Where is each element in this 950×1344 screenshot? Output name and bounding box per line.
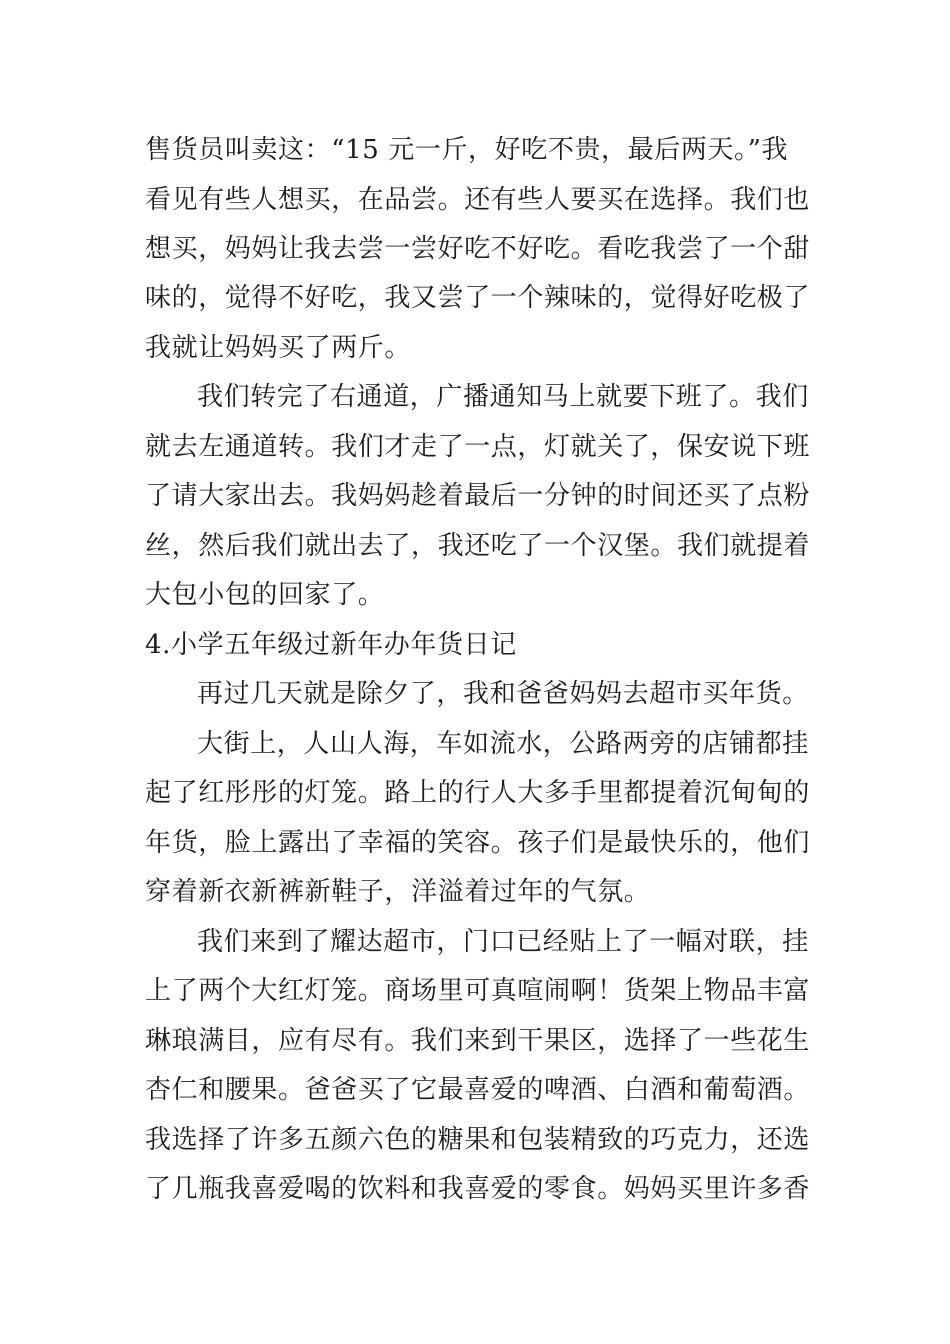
text-line: 杏仁和腰果。爸爸买了它最喜爱的啤酒、白酒和葡萄酒。 [145,1075,811,1105]
paragraph-first-line: 再过几天就是除夕了，我和爸爸妈妈去超市买年货。 [197,679,809,709]
text-line: 我就让妈妈买了两斤。 [145,333,412,363]
text-line: 琳琅满目，应有尽有。我们来到干果区，选择了一些花生 [145,1026,811,1056]
text-line: 了请大家出去。我妈妈趁着最后一分钟的时间还买了点粉 [145,481,811,511]
text-line: 味的，觉得不好吃，我又尝了一个辣味的，觉得好吃极了 [145,283,811,313]
text-line: 就去左通道转。我们才走了一点，灯就关了，保安说下班 [145,432,811,462]
text-line: 穿着新衣新裤新鞋子，洋溢着过年的气氛。 [145,877,651,907]
text-line: 起了红彤彤的灯笼。路上的行人大多手里都提着沉甸甸的 [145,778,811,808]
text-line: 售货员叫卖这：“15 元一斤，好吃不贵，最后两天。”我 [145,135,789,165]
text-line: 我选择了许多五颜六色的糖果和包装精致的巧克力，还选 [145,1125,811,1155]
text-line: 大包小包的回家了。 [145,580,385,610]
paragraph-first-line: 大街上，人山人海，车如流水，公路两旁的店铺都挂 [197,729,809,759]
text-line: 了几瓶我喜爱喝的饮料和我喜爱的零食。妈妈买里许多香 [145,1174,811,1204]
text-line: 上了两个大红灯笼。商场里可真喧闹啊！货架上物品丰富 [145,976,811,1006]
text-line: 看见有些人想买，在品尝。还有些人要买在选择。我们也 [145,185,811,215]
paragraph-first-line: 我们转完了右通道，广播通知马上就要下班了。我们 [197,382,809,412]
section-heading: 4.小学五年级过新年办年货日记 [145,630,517,660]
text-line: 想买，妈妈让我去尝一尝好吃不好吃。看吃我尝了一个甜 [145,234,811,264]
text-line: 年货，脸上露出了幸福的笑容。孩子们是最快乐的，他们 [145,828,811,858]
paragraph-first-line: 我们来到了耀达超市，门口已经贴上了一幅对联，挂 [197,927,809,957]
text-line: 丝，然后我们就出去了，我还吃了一个汉堡。我们就提着 [145,531,811,561]
